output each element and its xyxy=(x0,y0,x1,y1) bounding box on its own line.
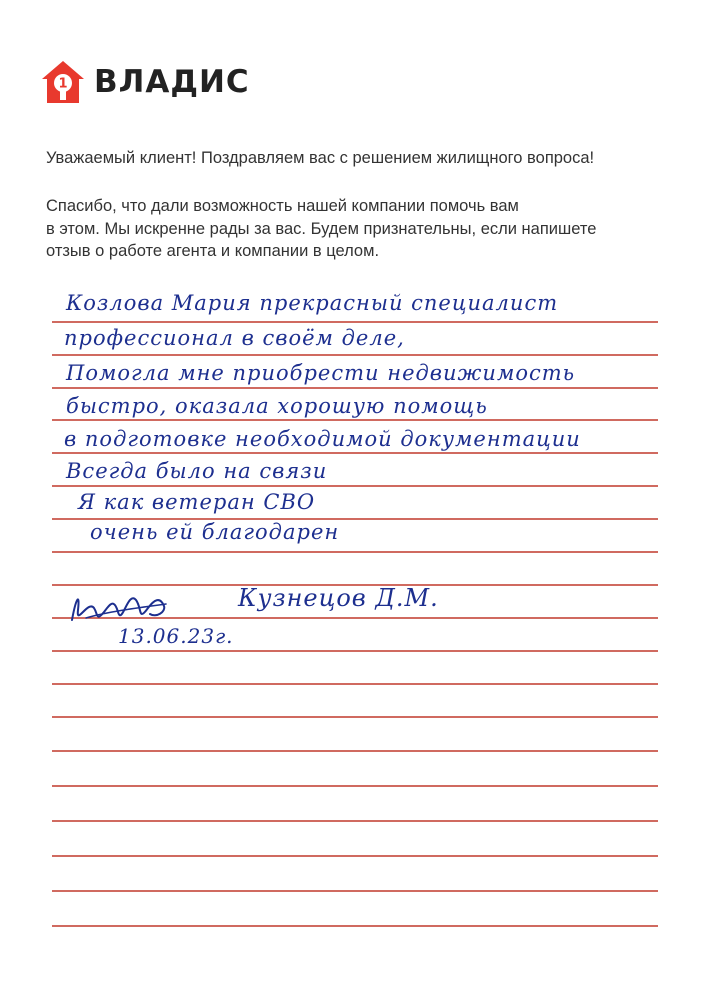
review-line: очень ей благодарен xyxy=(90,520,340,544)
review-line: Козлова Мария прекрасный специалист xyxy=(66,291,559,315)
review-line: профессионал в своём деле, xyxy=(64,326,405,350)
review-line: быстро, оказала хорошую помощь xyxy=(66,394,488,418)
review-line: Всегда было на связи xyxy=(66,459,328,483)
review-line: Помогла мне приобрести недвижимость xyxy=(66,361,576,385)
logo-badge-number: 1 xyxy=(58,76,68,92)
signature-name: Кузнецов Д.М. xyxy=(238,584,439,612)
thanks-line: Спасибо, что дали возможность нашей компании помочь вам xyxy=(46,197,519,215)
greeting-text: Уважаемый клиент! Поздравляем вас с решением жилищного вопроса! xyxy=(46,149,595,167)
review-line: Я как ветеран СВО xyxy=(78,490,316,514)
signature-date: 13.06.23г. xyxy=(118,624,234,648)
thanks-line: в этом. Мы искренне рады за вас. Будем признательны, если напишете xyxy=(46,219,597,238)
review-line: в подготовке необходимой документации xyxy=(64,427,581,451)
brand-name: ВЛАДИС xyxy=(94,63,250,100)
thanks-line: отзыв о работе агента и компании в целом. xyxy=(46,242,380,260)
